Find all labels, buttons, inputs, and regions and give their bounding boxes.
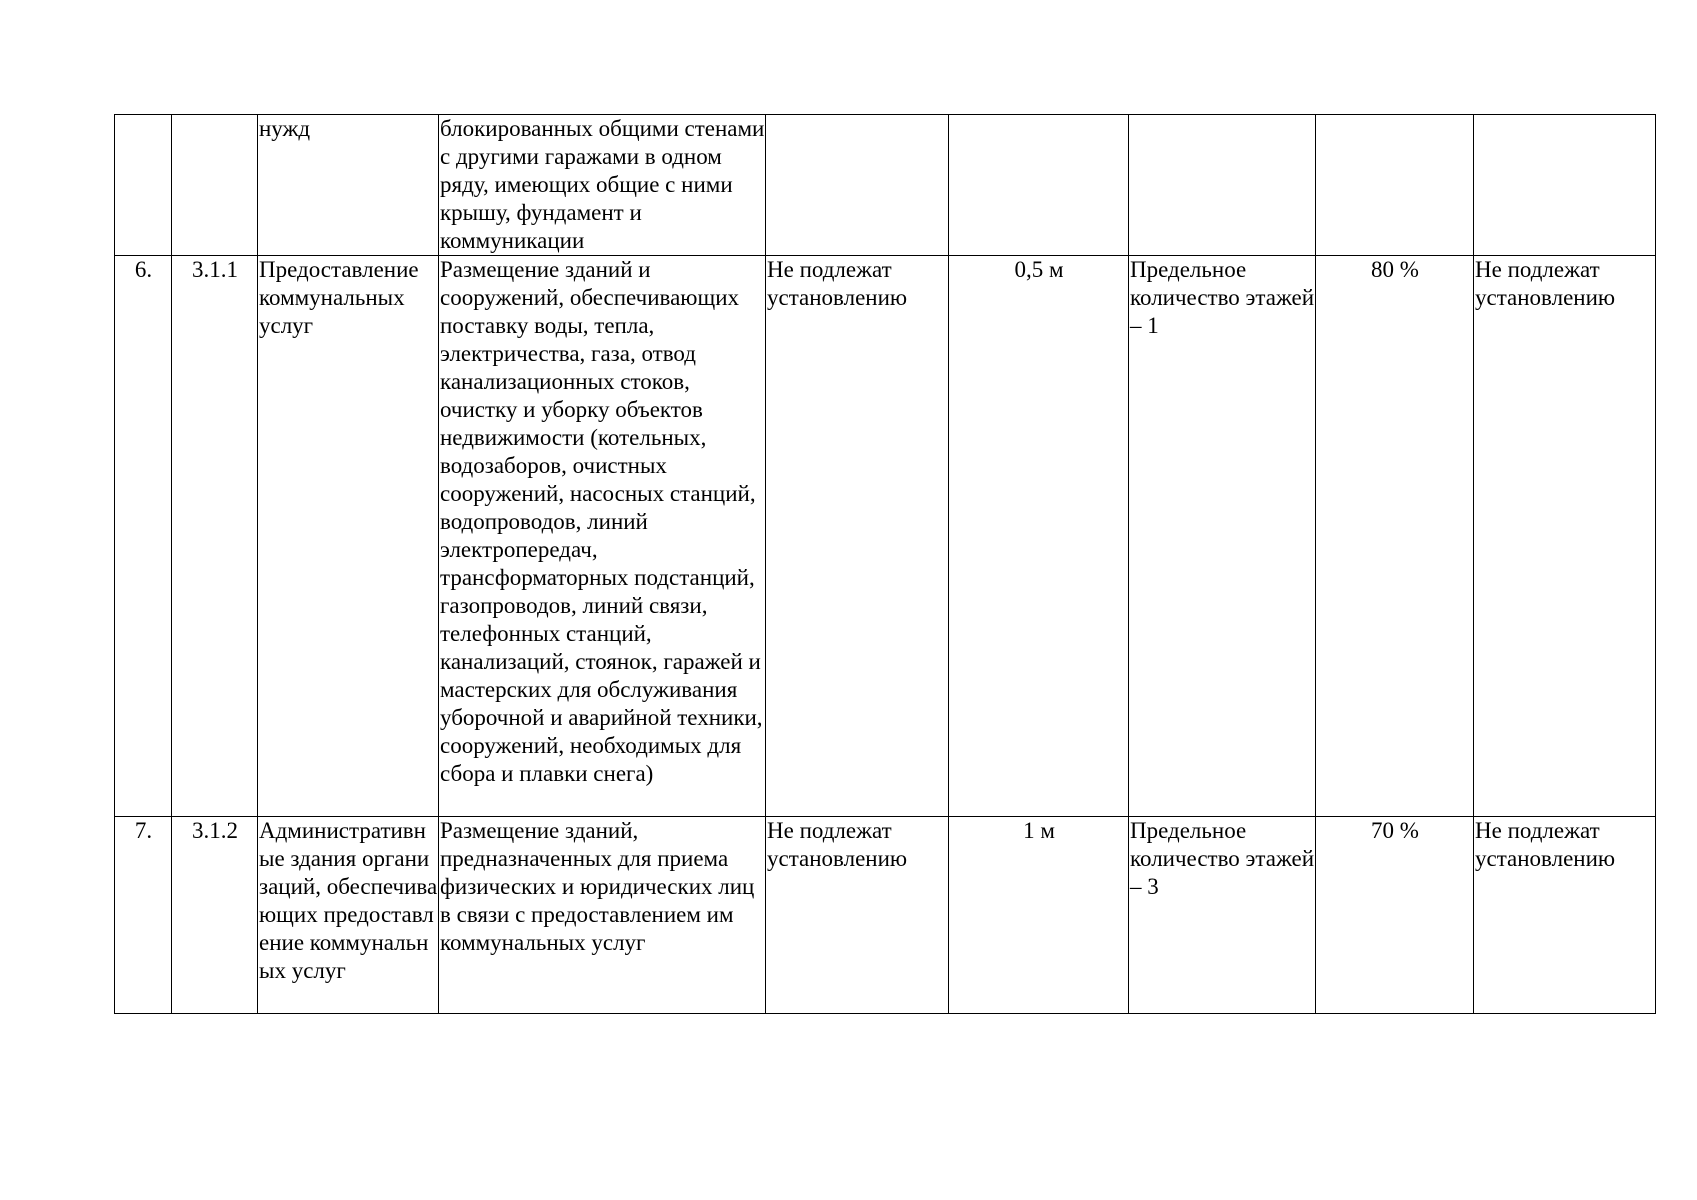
cell-number: 6. (115, 256, 172, 817)
cell-col7: Предельное количество этажей – 3 (1129, 817, 1316, 1014)
cell-col6: 1 м (949, 817, 1129, 1014)
table-row (115, 256, 1656, 817)
cell-number: 7. (115, 817, 172, 1014)
cell-col9: Не подлежат установлению (1474, 817, 1656, 1014)
cell-number (115, 115, 172, 256)
cell-col7: Предельное количество этажей – 1 (1129, 256, 1316, 817)
cell-col8: 80 % (1316, 256, 1474, 817)
cell-col5: Не подлежат установлению (766, 256, 949, 817)
cell-col9: Не подлежат установлению (1474, 256, 1656, 817)
cell-use-name: Предоставление коммунальных услуг (258, 256, 439, 817)
cell-use-description: блокированных общими стенами с другими гаражами в одном ряду, имеющих общие с ними крышу, фундамент и коммуникации (439, 115, 766, 256)
cell-col5: Не подлежат установлению (766, 817, 949, 1014)
cell-code: 3.1.1 (172, 256, 258, 817)
cell-col6: 0,5 м (949, 256, 1129, 817)
table-row (115, 817, 1656, 1014)
cell-col8 (1316, 115, 1474, 256)
cell-use-name: нужд (258, 115, 439, 256)
cell-col9 (1474, 115, 1656, 256)
cell-code: 3.1.2 (172, 817, 258, 1014)
cell-col8: 70 % (1316, 817, 1474, 1014)
cell-col6 (949, 115, 1129, 256)
cell-col5 (766, 115, 949, 256)
table-row (115, 115, 1656, 256)
land-use-table (114, 114, 1656, 1014)
cell-use-description: Размещение зданий и сооружений, обеспечивающих поставку воды, тепла, электричества, газа, отвод канализационных стоков, очистку и уборку объектов недвижимости (котельных, водозаборов, очистных сооружений, насосных станций, водопроводов, линий электропередач, трансформаторных подстанций, газопроводов, линий связи, телефонных станций, канализаций, стоянок, гаражей и мастерских для обслуживания уборочной и аварийной техники, сооружений, необходимых для сбора и плавки снега) (439, 256, 766, 817)
cell-col7 (1129, 115, 1316, 256)
cell-use-name: Административные здания организаций, обеспечивающих предоставление коммунальных услуг (258, 817, 439, 1014)
cell-code (172, 115, 258, 256)
cell-use-description: Размещение зданий, предназначенных для приема физических и юридических лиц в связи с предоставлением им коммунальных услуг (439, 817, 766, 1014)
